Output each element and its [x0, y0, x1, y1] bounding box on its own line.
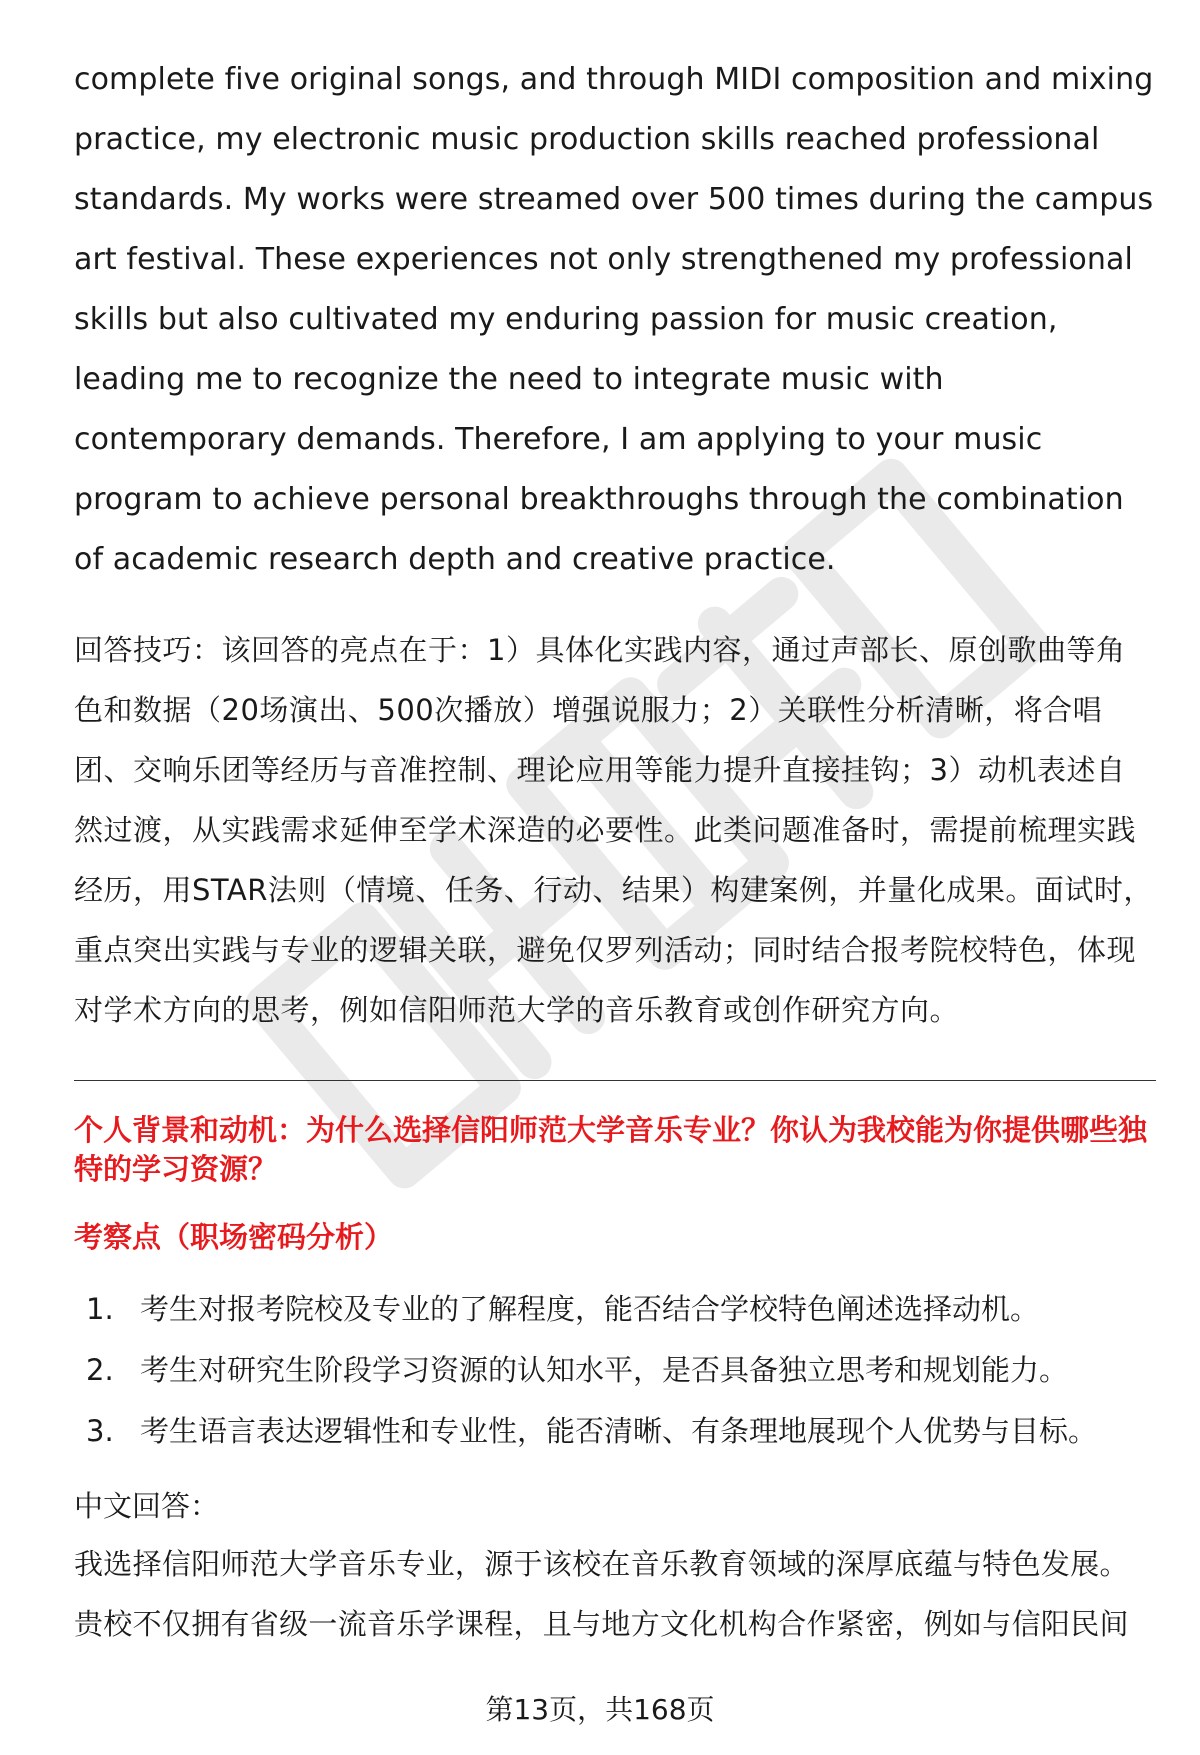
answer-tips-label: 回答技巧：	[74, 633, 222, 667]
english-answer-continued: complete five original songs, and through MIDI composition and mixing practice, my electronic music production skills reached professional standards. My works were streamed over 500 times during the campus art festival. These experiences not only strengthened my professional skills but also cultivated my enduring passion for music creation, leading me to recognize the need to integrate music with contemporary demands. Therefore, I am applying to your music program to achieve personal breakthroughs through the combination of academic research depth and creative practice.	[74, 62, 1154, 577]
list-item-number: 1.	[86, 1292, 114, 1326]
list-item	[74, 1401, 1154, 1462]
answer-tips	[74, 620, 1154, 1040]
list-item-text: 考生对研究生阶段学习资源的认知水平，是否具备独立思考和规划能力。	[140, 1353, 1069, 1387]
assessment-heading: 考察点（职场密码分析）	[74, 1220, 394, 1254]
chinese-answer-text: 我选择信阳师范大学音乐专业，源于该校在音乐教育领域的深厚底蕴与特色发展。贵校不仅拥有省级一流音乐学课程，且与地方文化机构合作紧密，例如与信阳民间	[74, 1547, 1129, 1641]
list-item-text: 考生对报考院校及专业的了解程度，能否结合学校特色阐述选择动机。	[140, 1292, 1040, 1326]
list-item	[74, 1340, 1154, 1401]
assessment-points-list	[74, 1279, 1154, 1462]
page-indicator: 第13页，共168页	[485, 1693, 715, 1726]
list-item-number: 3.	[86, 1414, 114, 1448]
document-page	[74, 50, 1154, 1654]
question-heading: 个人背景和动机：为什么选择信阳师范大学音乐专业？你认为我校能为你提供哪些独特的学习资源？	[74, 1113, 1148, 1186]
list-item	[74, 1279, 1154, 1340]
answer-tips-text: 该回答的亮点在于：1）具体化实践内容，通过声部长、原创歌曲等角色和数据（20场演出、500次播放）增强说服力；2）关联性分析清晰，将合唱团、交响乐团等经历与音准控制、理论应用等能力提升直接挂钩；3）动机表述自然过渡，从实践需求延伸至学术深造的必要性。此类问题准备时，需提前梳理实践经历，用STAR法则（情境、任务、行动、结果）构建案例，并量化成果。面试时，重点突出实践与专业的逻辑关联，避免仅罗列活动；同时结合报考院校特色，体现对学术方向的思考，例如信阳师范大学的音乐教育或创作研究方向。	[74, 633, 1153, 1027]
section-divider	[74, 1080, 1156, 1081]
chinese-answer-label: 中文回答：	[74, 1489, 220, 1523]
list-item-text: 考生语言表达逻辑性和专业性，能否清晰、有条理地展现个人优势与目标。	[140, 1414, 1098, 1448]
list-item-number: 2.	[86, 1353, 114, 1387]
answer-tips-paragraph	[74, 620, 1154, 1040]
